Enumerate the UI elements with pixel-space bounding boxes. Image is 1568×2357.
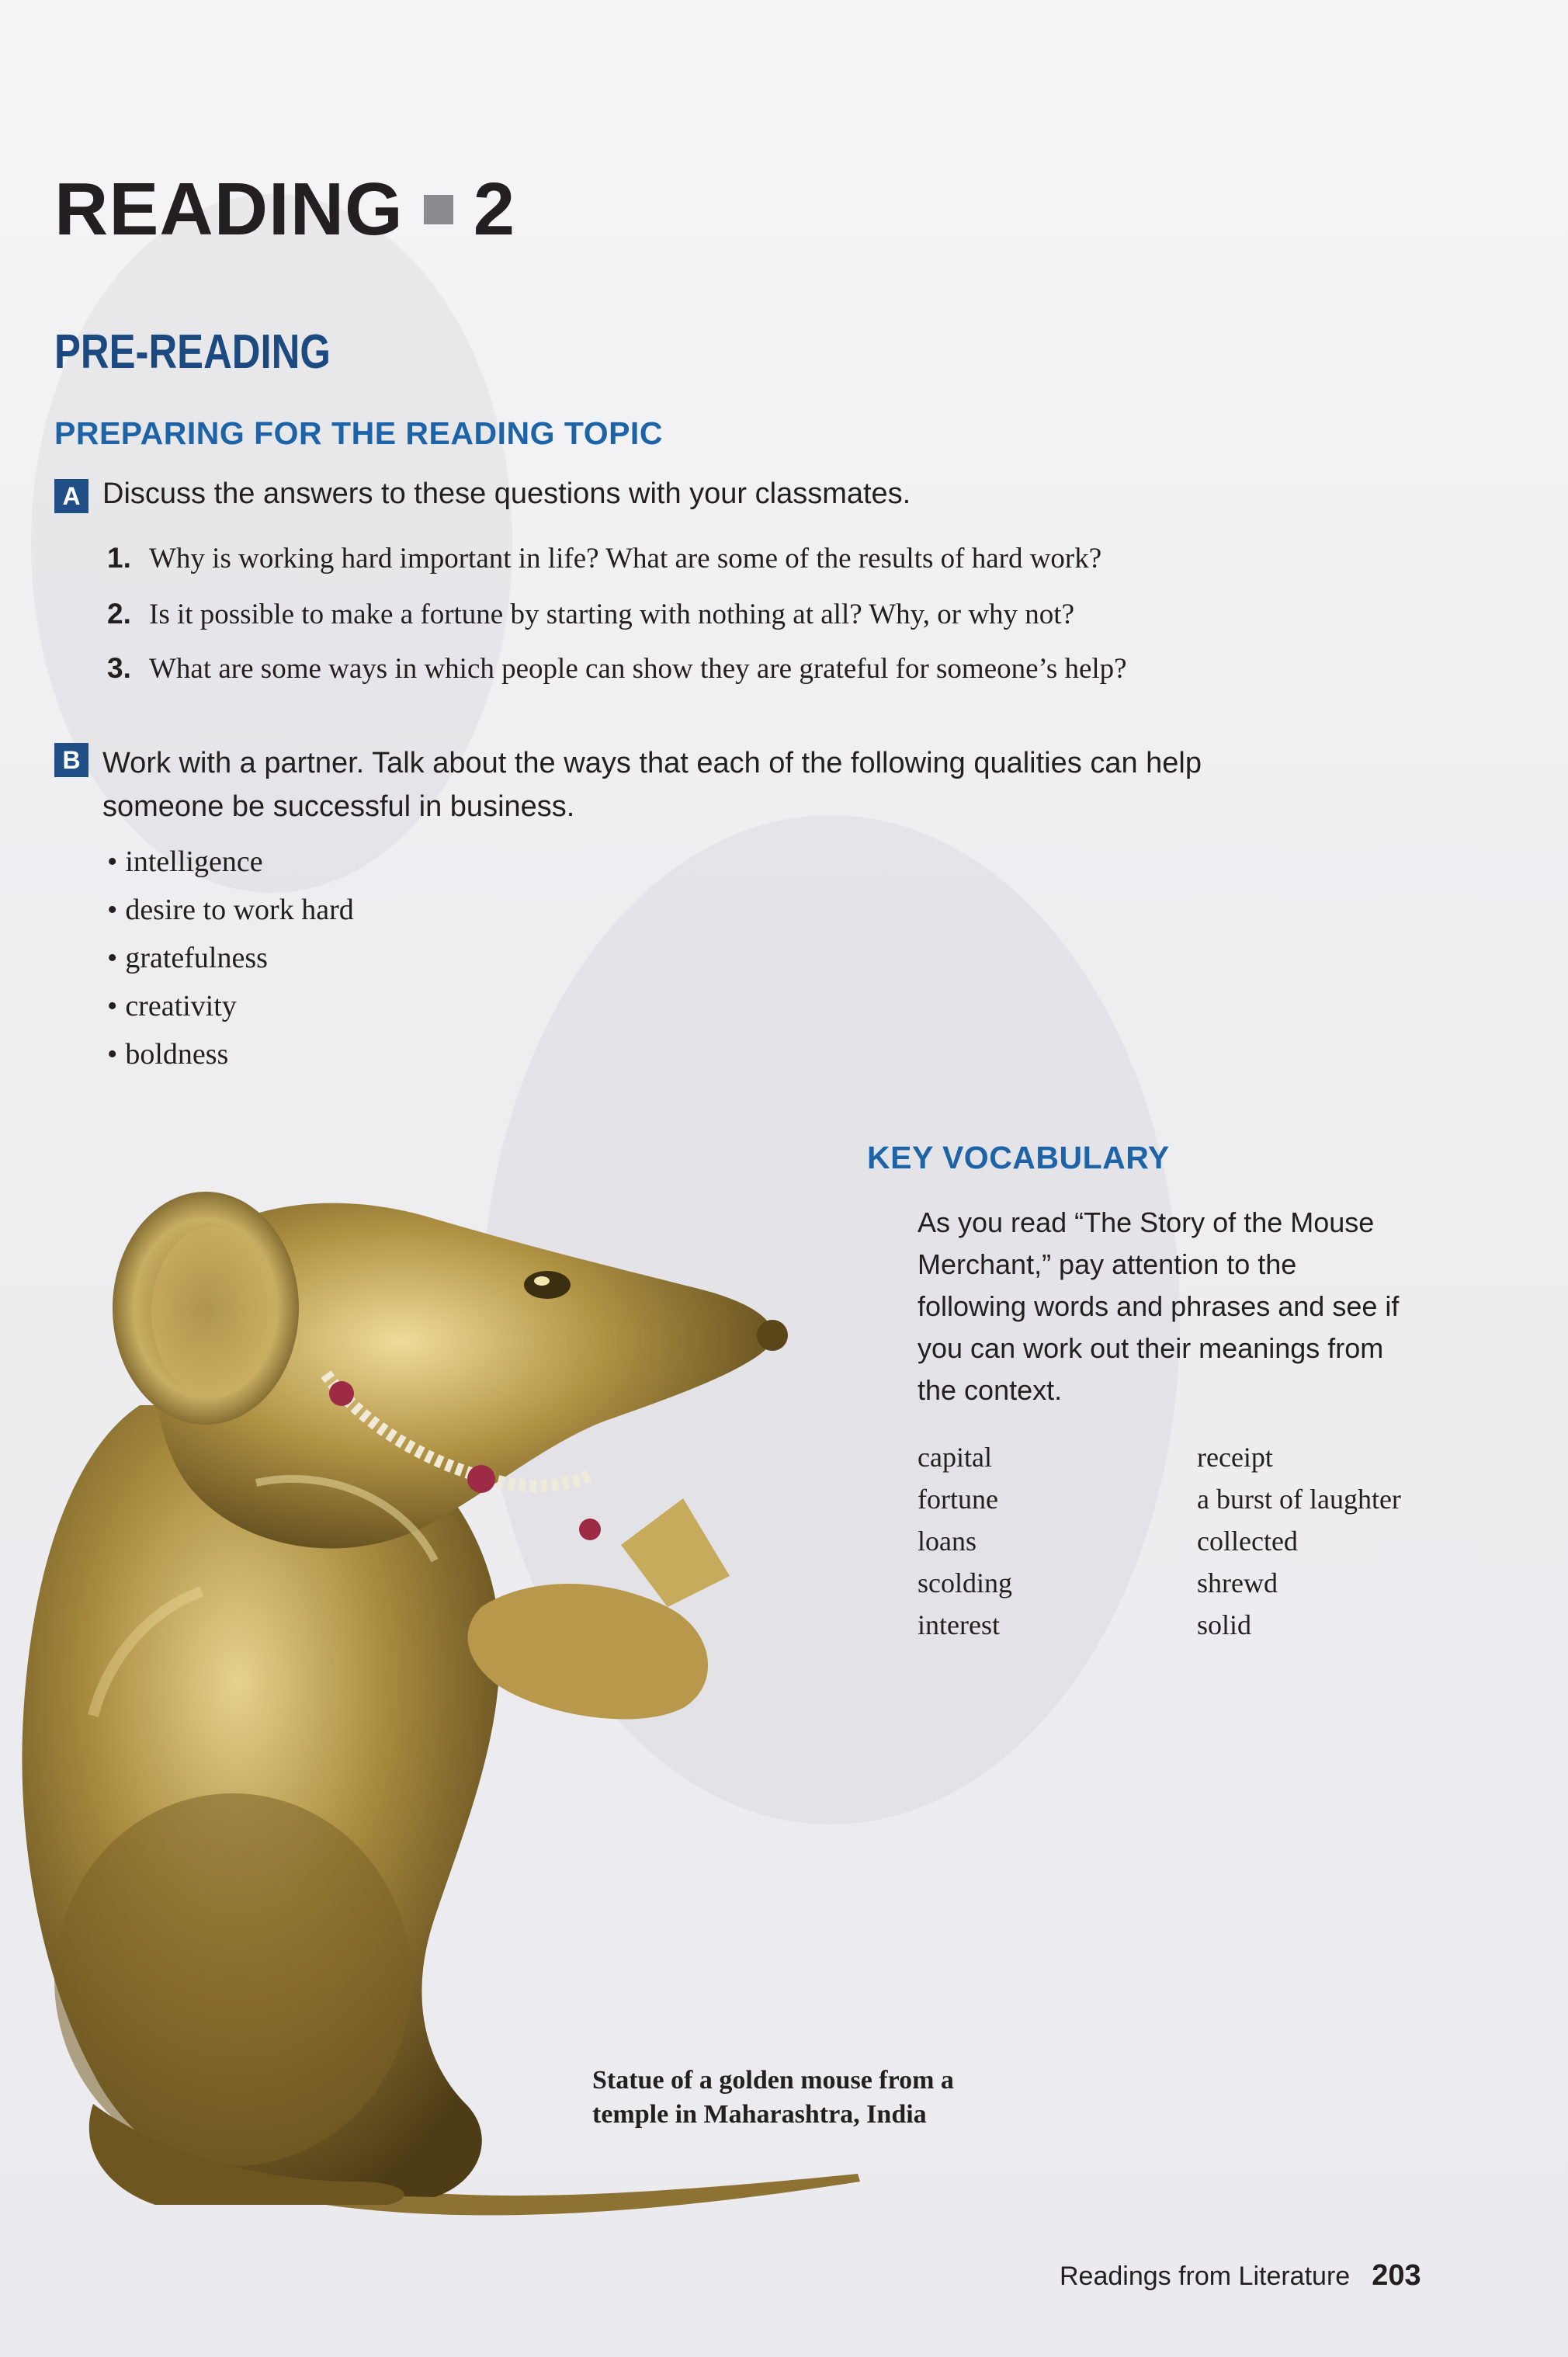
list-item [107, 893, 354, 927]
intro-line: the context. [918, 1374, 1063, 1406]
list-item [107, 989, 237, 1023]
bullet-icon: • [107, 845, 118, 878]
vocabulary-word: fortune [918, 1484, 998, 1515]
vocabulary-word: shrewd [1197, 1567, 1278, 1599]
vocabulary-column-1 [918, 1436, 1012, 1646]
vocabulary-word: capital [918, 1442, 992, 1473]
bullet-icon: • [107, 1038, 118, 1071]
activity-b-instruction-line: Work with a partner. Talk about the ways that each of the following qualities can help [102, 747, 1202, 779]
page-footer [1060, 2259, 1421, 2293]
intro-line: Merchant,” pay attention to the [918, 1248, 1297, 1280]
question-number: 1. [107, 542, 131, 574]
square-icon [424, 195, 453, 224]
activity-a-instruction: Discuss the answers to these questions with your classmates. [102, 477, 911, 510]
intro-line: following words and phrases and see if [918, 1290, 1400, 1322]
list-item [107, 845, 263, 879]
quality-text: creativity [125, 990, 237, 1022]
footer-book-title: Readings from Literature [1060, 2262, 1351, 2291]
question-text: What are some ways in which people can show they are grateful for someone’s help? [149, 653, 1127, 685]
key-vocabulary-intro [918, 1202, 1461, 1411]
bullet-icon: • [107, 942, 118, 974]
question-item [107, 542, 1101, 575]
activity-b-instruction-line: someone be successful in business. [102, 790, 575, 823]
quality-text: gratefulness [125, 942, 268, 974]
question-text: Why is working hard important in life? What are some of the results of hard work? [149, 543, 1102, 574]
vocabulary-word: receipt [1197, 1442, 1273, 1473]
question-item [107, 598, 1074, 631]
activity-a [54, 477, 911, 513]
vocabulary-word: solid [1197, 1609, 1252, 1640]
vocabulary-word: scolding [918, 1567, 1012, 1599]
question-number: 2. [107, 598, 131, 630]
quality-text: boldness [125, 1038, 229, 1071]
key-vocabulary-heading: KEY VOCABULARY [867, 1140, 1170, 1175]
mouse-eye [524, 1271, 571, 1299]
caption-line: Statue of a golden mouse from a [592, 2066, 954, 2095]
activity-b-badge: B [54, 743, 88, 777]
quality-text: desire to work hard [125, 894, 354, 926]
activity-a-badge: A [54, 479, 88, 513]
vocabulary-word: collected [1197, 1526, 1298, 1557]
section-heading: PRE-READING [54, 325, 331, 379]
activity-b [54, 741, 1202, 828]
activity-b-instruction [102, 741, 1202, 828]
bullet-icon: • [107, 990, 118, 1022]
vocabulary-column-2 [1197, 1436, 1401, 1646]
question-text: Is it possible to make a fortune by starting with nothing at all? Why, or why not? [149, 599, 1075, 630]
vocabulary-word: a burst of laughter [1197, 1484, 1401, 1515]
page-number: 203 [1372, 2259, 1421, 2292]
question-item [107, 652, 1127, 686]
title-number: 2 [473, 168, 516, 251]
topic-heading: PREPARING FOR THE READING TOPIC [54, 415, 663, 451]
quality-text: intelligence [125, 845, 263, 878]
intro-line: As you read “The Story of the Mouse [918, 1206, 1375, 1238]
page-title [54, 167, 515, 252]
list-item [107, 1037, 228, 1071]
list-item [107, 941, 268, 975]
bullet-icon: • [107, 894, 118, 926]
intro-line: you can work out their meanings from [918, 1332, 1384, 1364]
caption-line: temple in Maharashtra, India [592, 2100, 927, 2129]
vocabulary-word: interest [918, 1609, 1000, 1640]
vocabulary-word: loans [918, 1526, 977, 1557]
image-caption [592, 2064, 1074, 2132]
question-number: 3. [107, 652, 131, 684]
title-word: READING [54, 168, 404, 251]
